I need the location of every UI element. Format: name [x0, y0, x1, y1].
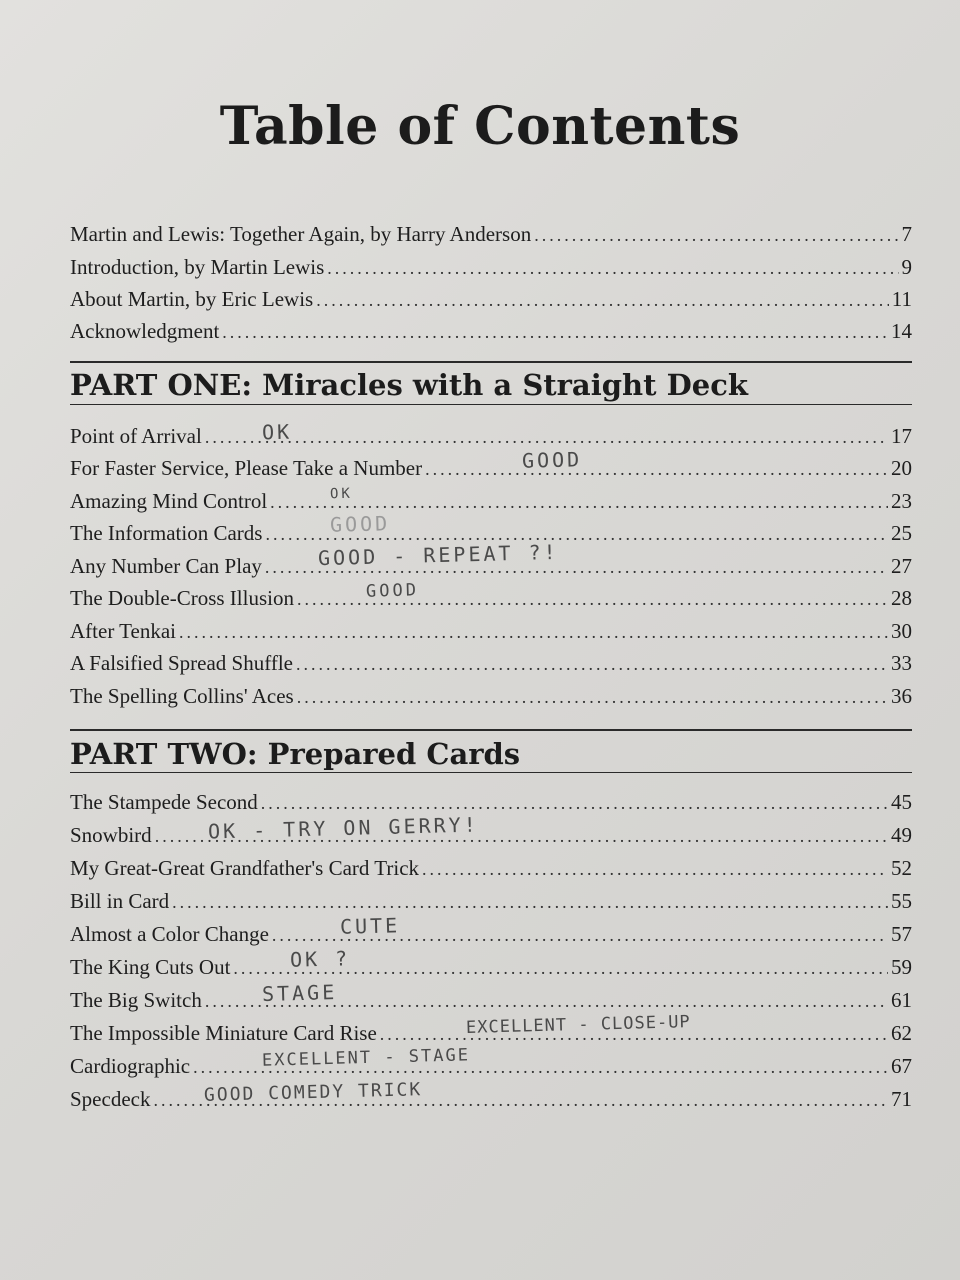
handwritten-note: GOOD	[521, 447, 583, 473]
entry-page: 52	[891, 856, 912, 880]
part-one-heading: PART ONE: Miracles with a Straight Deck	[70, 368, 748, 402]
heading-underline	[70, 772, 912, 773]
handwritten-note: EXCELLENT - CLOSE-UP	[465, 1012, 691, 1038]
handwritten-note: OK ?	[289, 946, 351, 972]
entry-title: The Stampede Second	[70, 790, 258, 814]
entry-title: Snowbird	[70, 823, 152, 847]
section-rule	[70, 361, 912, 363]
entry-title: Martin and Lewis: Together Again, by Harry Anderson	[70, 222, 532, 246]
entry-page: 27	[891, 554, 912, 578]
entry-page: 7	[901, 222, 912, 246]
entry-page: 23	[891, 489, 912, 513]
toc-entry	[70, 823, 912, 855]
entry-title: The King Cuts Out	[70, 955, 231, 979]
heading-underline	[70, 404, 912, 405]
entry-page: 62	[891, 1021, 912, 1045]
toc-entry	[70, 955, 912, 987]
dot-leader	[534, 225, 898, 246]
entry-page: 14	[891, 319, 912, 343]
entry-page: 28	[891, 586, 912, 610]
handwritten-note: GOOD COMEDY TRICK	[203, 1079, 423, 1106]
toc-entry	[70, 922, 912, 954]
handwritten-note: GOOD - REPEAT ?!	[317, 539, 559, 571]
entry-title: Amazing Mind Control	[70, 489, 268, 513]
entry-page: 11	[891, 287, 912, 311]
entry-page: 55	[891, 889, 912, 913]
dot-leader	[172, 892, 888, 913]
entry-title: The Big Switch	[70, 988, 202, 1012]
handwritten-note: GOOD	[329, 511, 391, 537]
entry-page: 67	[891, 1054, 912, 1078]
entry-title: For Faster Service, Please Take a Number	[70, 456, 423, 480]
dot-leader	[425, 459, 888, 480]
toc-entry	[70, 889, 912, 921]
entry-page: 30	[891, 619, 912, 643]
entry-title: Cardiographic	[70, 1054, 191, 1078]
entry-title: About Martin, by Eric Lewis	[70, 287, 314, 311]
entry-page: 45	[891, 790, 912, 814]
section-rule	[70, 729, 912, 731]
entry-title: Introduction, by Martin Lewis	[70, 255, 325, 279]
dot-leader	[270, 492, 888, 513]
toc-entry	[70, 1054, 912, 1086]
dot-leader	[261, 793, 888, 814]
toc-entry	[70, 1087, 912, 1119]
dot-leader	[297, 687, 888, 708]
handwritten-note: CUTE	[339, 913, 401, 939]
entry-page: 71	[891, 1087, 912, 1111]
toc-entry	[70, 424, 912, 456]
entry-page: 33	[891, 651, 912, 675]
toc-entry	[70, 456, 912, 488]
toc-entry	[70, 255, 912, 287]
entry-page: 61	[891, 988, 912, 1012]
page-title: Table of Contents	[219, 96, 741, 157]
dot-leader	[296, 654, 888, 675]
entry-page: 17	[891, 424, 912, 448]
handwritten-note: EXCELLENT - STAGE	[261, 1045, 471, 1071]
handwritten-note: GOOD	[365, 580, 420, 602]
toc-entry	[70, 586, 912, 618]
part-two-heading: PART TWO: Prepared Cards	[70, 737, 521, 771]
entry-title: Acknowledgment	[70, 319, 220, 343]
entry-title: Any Number Can Play	[70, 554, 262, 578]
entry-page: 57	[891, 922, 912, 946]
entry-page: 9	[901, 255, 912, 279]
toc-entry	[70, 651, 912, 683]
entry-title: The Double-Cross Illusion	[70, 586, 294, 610]
dot-leader	[222, 322, 888, 343]
entry-title: Point of Arrival	[70, 424, 202, 448]
toc-entry	[70, 856, 912, 888]
handwritten-note: OK	[329, 485, 354, 503]
entry-title: After Tenkai	[70, 619, 177, 643]
entry-title: A Falsified Spread Shuffle	[70, 651, 294, 675]
toc-entry	[70, 319, 912, 351]
entry-title: Almost a Color Change	[70, 922, 269, 946]
entry-page: 25	[891, 521, 912, 545]
entry-title: The Impossible Miniature Card Rise	[70, 1021, 377, 1045]
entry-title: My Great-Great Grandfather's Card Trick	[70, 856, 420, 880]
toc-entry	[70, 619, 912, 651]
entry-page: 59	[891, 955, 912, 979]
entry-page: 49	[891, 823, 912, 847]
entry-title: The Information Cards	[70, 521, 263, 545]
entry-page: 20	[891, 456, 912, 480]
entry-page: 36	[891, 684, 912, 708]
entry-title: Bill in Card	[70, 889, 170, 913]
toc-entry	[70, 489, 912, 521]
toc-entry	[70, 988, 912, 1020]
toc-entry	[70, 790, 912, 822]
entry-title: The Spelling Collins' Aces	[70, 684, 294, 708]
toc-entry	[70, 222, 912, 254]
dot-leader	[179, 622, 888, 643]
dot-leader	[316, 290, 889, 311]
dot-leader	[327, 258, 898, 279]
toc-entry	[70, 287, 912, 319]
entry-title: Specdeck	[70, 1087, 151, 1111]
dot-leader	[422, 859, 888, 880]
handwritten-note: OK	[261, 419, 293, 445]
handwritten-note: OK - TRY ON GERRY!	[207, 812, 480, 844]
handwritten-note: STAGE	[261, 980, 338, 1006]
dot-leader	[205, 427, 888, 448]
toc-entry	[70, 684, 912, 716]
